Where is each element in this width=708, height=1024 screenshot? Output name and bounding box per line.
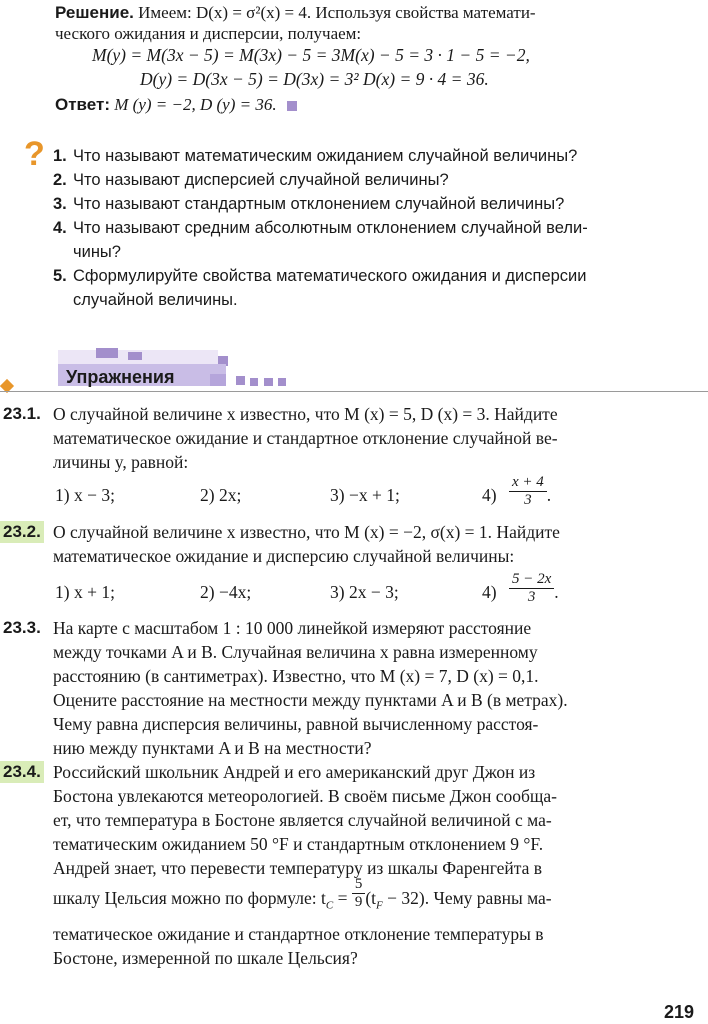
exercise-23-3-line-5: Чему равна дисперсия величины, равной вычисленному расстоя- <box>53 714 539 734</box>
question-4-continuation: чины? <box>73 243 121 261</box>
section-title: Упражнения <box>66 367 175 387</box>
page-number: 219 <box>664 1002 695 1022</box>
exercise-23-3-line-2: между точками A и B. Случайная величина x равна измеренному <box>53 642 538 662</box>
solution-text-1: Имеем: D(x) = σ²(x) = 4. Используя свойства математи- <box>138 3 536 22</box>
exercise-23-1-option-4: 4) $\frac{x + 4}{3}$ . <box>482 474 552 509</box>
exercise-23-3-line-6: нию между пунктами A и B на местности? <box>53 738 372 758</box>
exercise-23-1-number: 23.1. <box>3 404 41 423</box>
solution-label: Решение. <box>55 3 134 22</box>
question-5-continuation: случайной величины. <box>73 291 238 309</box>
exercise-23-4-formula-line: шкалу Цельсия можно по формуле: $t_C$ = $\frac{5}{9}$ $(t_F - 32)$. Чему равны ма- <box>53 876 552 912</box>
solution-line-2: ческого ожидания и дисперсии, получаем: <box>55 24 362 43</box>
answer-line <box>55 94 297 116</box>
exercise-23-3-line-3: расстоянию (в сантиметрах). Известно, что M (x) = 7, D (x) = 0,1. <box>53 666 539 686</box>
exercise-23-1-line-2: математическое ожидание и стандартное отклонение случайной ве- <box>53 428 558 448</box>
end-of-proof-square <box>287 101 297 111</box>
exercise-23-4-line-5: Андрей знает, что перевести температуру из шкалы Фаренгейта в <box>53 858 543 878</box>
question-mark-icon: ? <box>24 135 45 173</box>
exercise-23-2-line-1: О случайной величине x известно, что M (x) = −2, σ(x) = 1. Найдите <box>53 522 560 542</box>
exercise-23-1-fraction: $\frac{x + 4}{3}$ <box>509 474 547 509</box>
exercise-23-2-option-2: 2) −4x; <box>200 582 252 602</box>
exercise-23-4-line-3: ет, что температура в Бостоне является случайной величиной с ма- <box>53 810 552 830</box>
exercise-23-4-line-4: тематическим ожиданием 50 °F и стандартным отклонением 9 °F. <box>53 834 544 854</box>
exercise-23-2-fraction: $\frac{5 - 2x}{3}$ <box>509 571 554 606</box>
answer-label: Ответ: <box>55 95 110 114</box>
exercise-23-2-number: 23.2. <box>0 521 44 543</box>
exercise-23-2-line-2: математическое ожидание и дисперсию случайной величины: <box>53 546 515 566</box>
exercise-23-3-line-4: Оцените расстояние на местности между пунктами A и B (в метрах). <box>53 690 568 710</box>
celsius-fraction: $\frac{5}{9}$ <box>352 876 366 911</box>
question-4: 4. Что называют средним абсолютным отклонением случайной вели- <box>53 219 588 237</box>
exercise-23-1-option-2: 2) 2x; <box>200 485 242 505</box>
solution-equation-2: D(y) = D(3x − 5) = D(3x) = 3² D(x) = 9 · 4 = 36. <box>140 69 489 89</box>
solution-line-1 <box>55 2 536 24</box>
exercise-23-1-option-1: 1) x − 3; <box>55 485 115 505</box>
solution-equation-1: M(y) = M(3x − 5) = M(3x) − 5 = 3M(x) − 5 = 3 · 1 − 5 = −2, <box>92 45 530 65</box>
exercise-23-1-line-1: О случайной величине x известно, что M (x) = 5, D (x) = 3. Найдите <box>53 404 558 424</box>
section-divider <box>0 391 708 392</box>
answer-text: M (y) = −2, D (y) = 36. <box>114 95 277 114</box>
question-5: 5. Сформулируйте свойства математического ожидания и дисперсии <box>53 267 587 285</box>
exercise-23-2-option-4: 4) $\frac{5 - 2x}{3}$ . <box>482 571 559 606</box>
question-2: 2. Что называют дисперсией случайной величины? <box>53 171 449 189</box>
exercise-23-4-line-1: Российский школьник Андрей и его американский друг Джон из <box>53 762 536 782</box>
exercise-23-3-line-1: На карте с масштабом 1 : 10 000 линейкой измеряют расстояние <box>53 618 532 638</box>
question-1: 1. Что называют математическим ожиданием случайной величины? <box>53 147 578 165</box>
question-3: 3. Что называют стандартным отклонением случайной величины? <box>53 195 565 213</box>
exercise-23-1-line-3: личины y, равной: <box>53 452 189 472</box>
exercise-23-4-line-6: тематическое ожидание и стандартное отклонение температуры в <box>53 924 544 944</box>
exercise-23-2-option-1: 1) x + 1; <box>55 582 115 602</box>
exercise-23-1-option-3: 3) −x + 1; <box>330 485 400 505</box>
exercise-23-3-number: 23.3. <box>3 618 41 637</box>
exercise-23-4-line-7: Бостоне, измеренной по шкале Цельсия? <box>53 948 358 968</box>
exercise-23-2-option-3: 3) 2x − 3; <box>330 582 399 602</box>
exercise-23-4-line-2: Бостона увлекаются метеорологией. В своём письме Джон сообща- <box>53 786 557 806</box>
exercise-23-4-number: 23.4. <box>0 761 44 783</box>
